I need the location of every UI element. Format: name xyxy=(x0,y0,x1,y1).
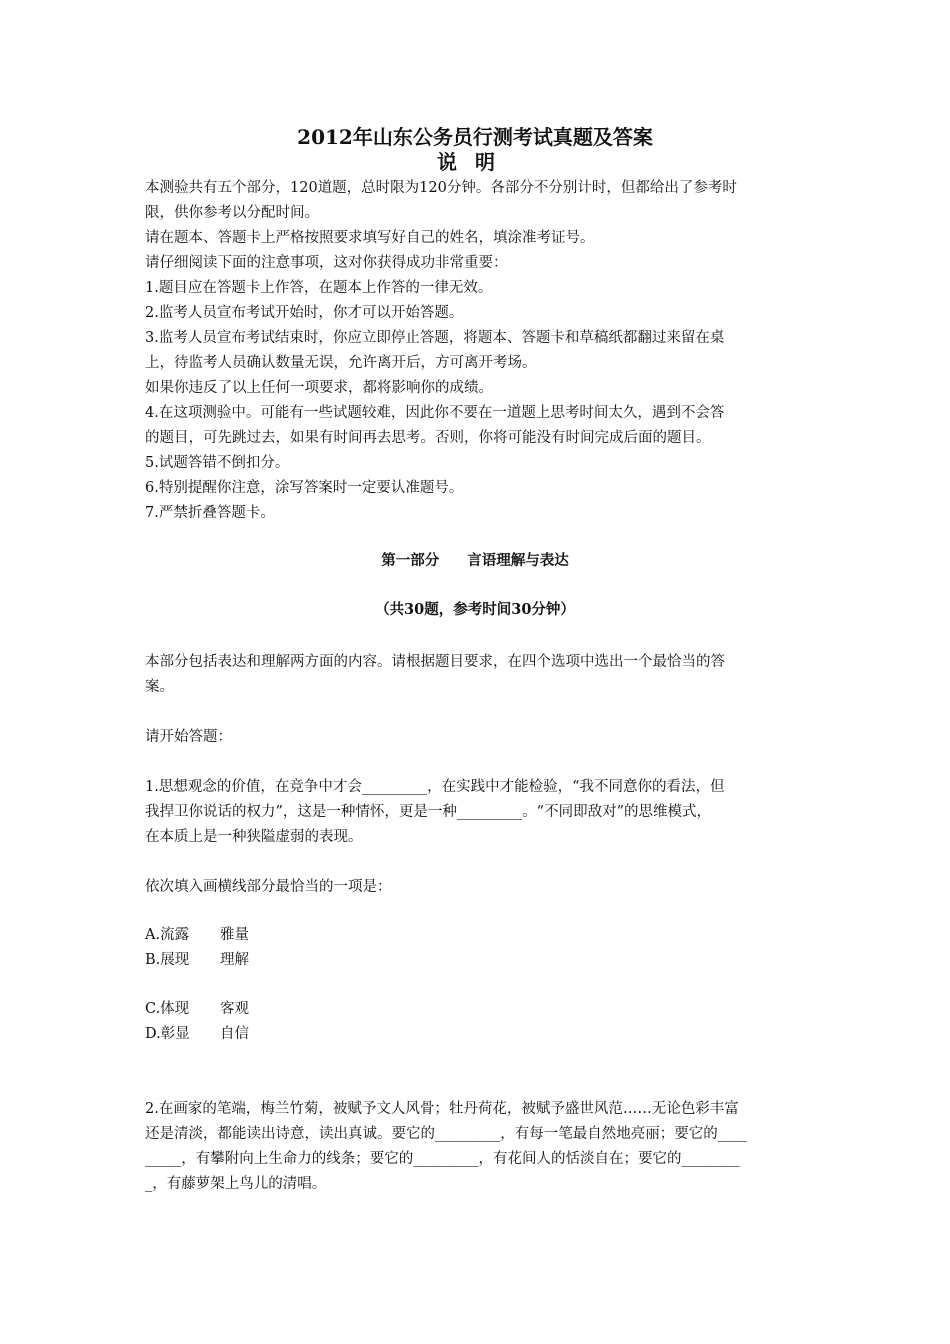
instruction-line: 3.监考人员宣布考试结束时，你应立即停止答题，将题本、答题卡和草稿纸都翻过来留在桌 xyxy=(145,330,725,346)
section-part: 第一部分 xyxy=(381,552,440,569)
instruction-line: 7.严禁折叠答题卡。 xyxy=(145,505,275,521)
option-b xyxy=(145,950,249,970)
option-a xyxy=(145,925,249,945)
option-d-first: D.彰显 xyxy=(145,1026,190,1042)
section-heading xyxy=(0,551,950,571)
option-d xyxy=(145,1024,249,1044)
document-subtitle: 说明 xyxy=(437,150,513,174)
question-2-line: _____，有攀附向上生命力的线条；要它的_________，有花间人的恬淡自在；要它的________ xyxy=(145,1151,740,1167)
section-intro-line: 本部分包括表达和理解两方面的内容。请根据题目要求，在四个选项中选出一个最恰当的答 xyxy=(145,654,725,670)
instruction-line: 请仔细阅读下面的注意事项，这对你获得成功非常重要： xyxy=(145,255,508,271)
instruction-line: 6.特别提醒你注意，涂写答案时一定要认准题号。 xyxy=(145,480,464,496)
instruction-line: 5.试题答错不倒扣分。 xyxy=(145,455,290,471)
option-c xyxy=(145,999,249,1019)
question-2-line: 2.在画家的笔端，梅兰竹菊，被赋予文人风骨；牡丹荷花，被赋予盛世风范……无论色彩丰富 xyxy=(145,1101,739,1117)
instruction-line: 上，待监考人员确认数量无误，允许离开后，方可离开考场。 xyxy=(145,355,537,371)
option-b-first: B.展现 xyxy=(145,952,190,968)
question-1-line: 我捍卫你说话的权力”，这是一种情怀，更是一种_________。“不同即敌对”的思维模式， xyxy=(145,804,711,820)
option-a-first: A.流露 xyxy=(145,927,190,943)
question-1-line: 1.思想观念的价值，在竞争中才会_________，在实践中才能检验，“我不同意你的看法，但 xyxy=(145,779,725,795)
option-a-second: 雅量 xyxy=(220,927,249,943)
section-name: 言语理解与表达 xyxy=(467,552,569,569)
section-meta: （共30题，参考时间30分钟） xyxy=(375,601,575,618)
instruction-line: 如果你违反了以上任何一项要求，都将影响你的成绩。 xyxy=(145,380,493,396)
instruction-line: 限，供你参考以分配时间。 xyxy=(145,205,319,221)
question-2-line: 还是清淡，都能读出诗意，读出真诚。要它的_________，有每一笔最自然地亮丽；要它的____ xyxy=(145,1126,747,1142)
instruction-line: 1.题目应在答题卡上作答，在题本上作答的一律无效。 xyxy=(145,280,493,296)
instruction-line: 2.监考人员宣布考试开始时，你才可以开始答题。 xyxy=(145,305,464,321)
instruction-line: 4.在这项测验中。可能有一些试题较难，因此你不要在一道题上思考时间太久，遇到不会答 xyxy=(145,405,725,421)
document-title: 2012年山东公务员行测考试真题及答案 xyxy=(297,125,653,149)
option-c-second: 客观 xyxy=(220,1001,249,1017)
instruction-line: 请在题本、答题卡上严格按照要求填写好自己的姓名，填涂准考证号。 xyxy=(145,230,595,246)
option-c-first: C.体现 xyxy=(145,1001,190,1017)
option-d-second: 自信 xyxy=(220,1026,249,1042)
instruction-line: 的题目，可先跳过去，如果有时间再去思考。否则，你将可能没有时间完成后面的题目。 xyxy=(145,430,711,446)
start-prompt: 请开始答题： xyxy=(145,729,232,745)
section-intro-line: 案。 xyxy=(145,679,174,695)
option-b-second: 理解 xyxy=(220,952,249,968)
question-1-line: 在本质上是一种狭隘虚弱的表现。 xyxy=(145,829,363,845)
question-1-prompt: 依次填入画横线部分最恰当的一项是： xyxy=(145,879,392,895)
instruction-line: 本测验共有五个部分，120道题，总时限为120分钟。各部分不分别计时，但都给出了参考时 xyxy=(145,180,737,196)
question-2-line: _，有藤萝架上鸟儿的清唱。 xyxy=(145,1176,327,1192)
